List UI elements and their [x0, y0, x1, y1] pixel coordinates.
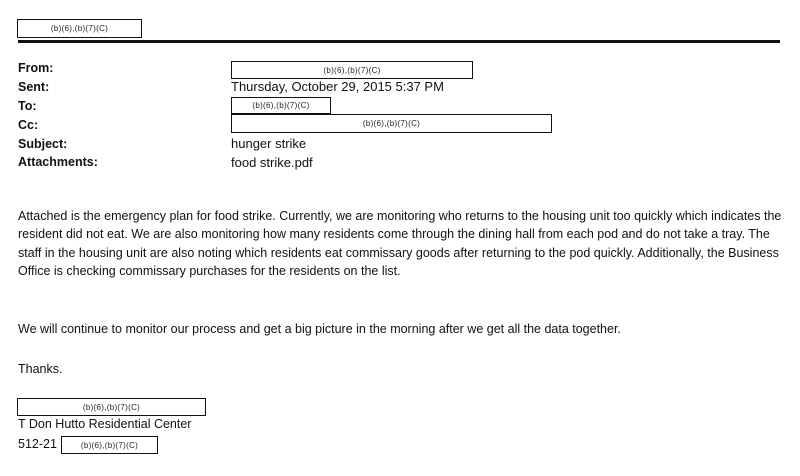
signature-phone-redaction-box: [61, 436, 158, 454]
from-redaction-box: [231, 61, 473, 79]
to-redaction-box: [231, 97, 331, 114]
subject-label: Subject:: [18, 137, 68, 151]
sent-value: Thursday, October 29, 2015 5:37 PM: [231, 79, 444, 94]
top-redaction-box: [17, 19, 142, 38]
signature-phone-redaction-label: (b)(6),(b)(7)(C): [80, 440, 139, 450]
signature-name-redaction-box: [17, 398, 206, 416]
signature-phone-prefix: 512-21: [18, 437, 57, 451]
body-paragraph-1: Attached is the emergency plan for food strike. Currently, we are monitoring who returns to the housing unit too quickly which indicates the resident did not eat. We are also monitoring how many residents come through the dining hall from each pod and do not take a tray. The staff in the housing unit are also noting which residents eat commissary goods after returning to the pod quickly. Additionally, the Business Office is checking commissary purchases for the residents on the list.: [18, 209, 782, 279]
from-redaction-label: (b)(6),(b)(7)(C): [323, 65, 381, 75]
subject-value: hunger strike: [231, 136, 307, 151]
body-closing: Thanks.: [18, 362, 63, 376]
header-divider: [18, 40, 780, 43]
attachments-label: Attachments:: [18, 155, 98, 169]
attachments-value: food strike.pdf: [231, 155, 313, 170]
signature-organization: T Don Hutto Residential Center: [18, 417, 192, 431]
signature-name-redaction-label: (b)(6),(b)(7)(C): [82, 402, 141, 412]
to-label: To:: [18, 99, 37, 113]
cc-redaction-label: (b)(6),(b)(7)(C): [362, 119, 421, 128]
sent-label: Sent:: [18, 80, 50, 94]
cc-redaction-box: [231, 114, 552, 133]
body-paragraph-2: We will continue to monitor our process and get a big picture in the morning after we get all the data together.: [18, 322, 621, 336]
from-label: From:: [18, 61, 54, 75]
cc-label: Cc:: [18, 118, 39, 132]
top-redaction-label: (b)(6),(b)(7)(C): [50, 24, 109, 33]
to-redaction-label: (b)(6),(b)(7)(C): [252, 101, 310, 110]
